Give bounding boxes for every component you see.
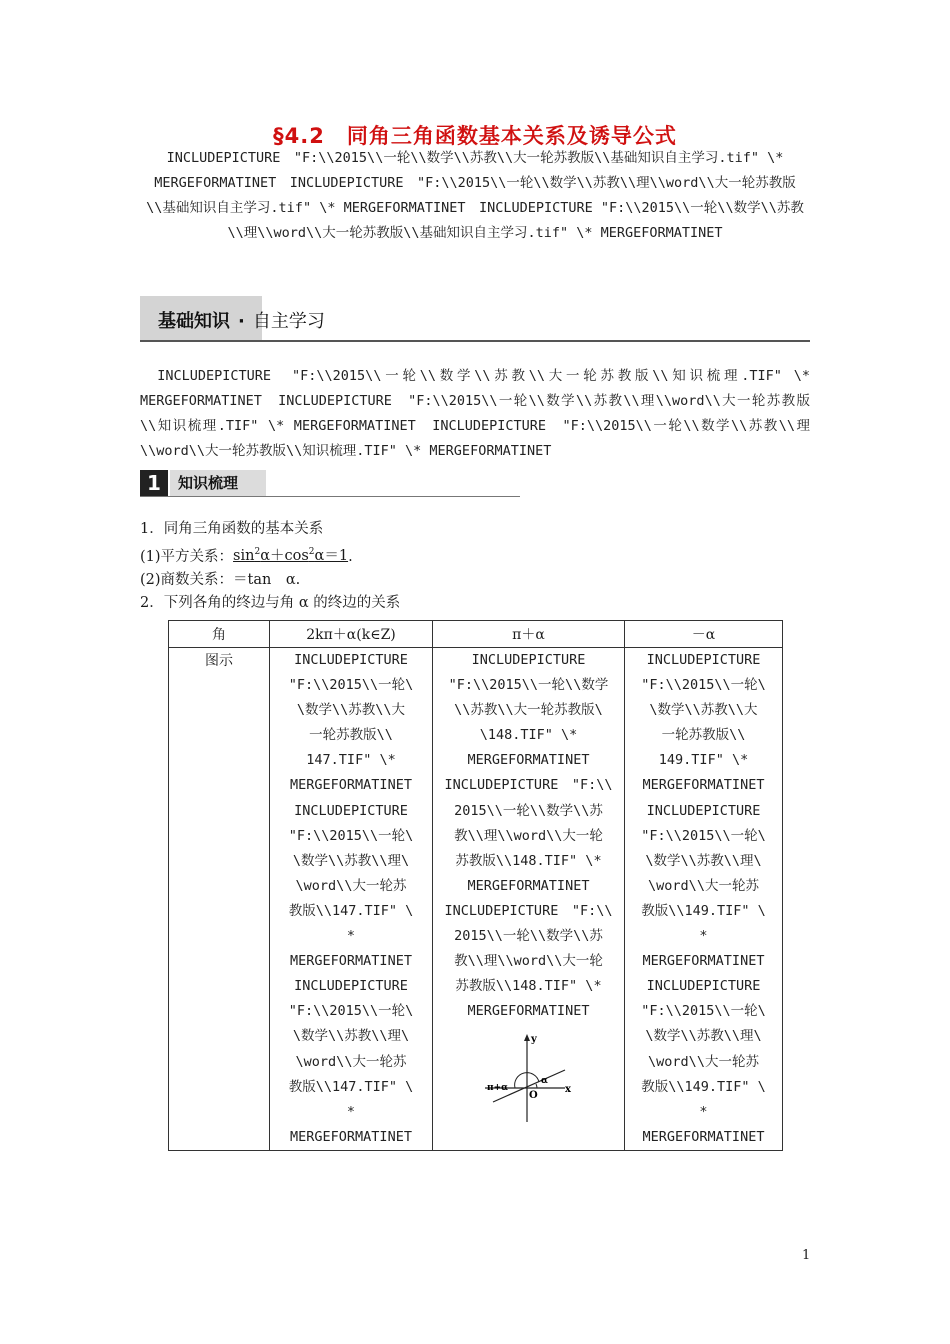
line-3: (2)商数关系：＝tan α. — [140, 571, 301, 588]
line-1: 1．同角三角函数的基本关系 — [140, 521, 324, 537]
page-number: 1 — [802, 1248, 811, 1263]
header-angle: 角 — [169, 621, 270, 648]
fig-angle-label: α — [540, 1076, 548, 1087]
field-code-text-2: INCLUDEPICTURE "F:\\2015\\一轮\\数学\\苏教\\大一轮苏教版\\知识梳理.TIF" \* MERGEFORMATINET INCLUDEPICTURE "F:\\2015\\一轮\\数学\\苏教\\理\\word\\大一轮苏教版\\知识梳理.TIF" \* MERGEFORMATINET INCLUDEPICTURE "F:\\2015\\一轮\\数学\\苏教\\理\\word\\大一轮苏教版\\知识梳理.TIF" \* MERGEFORMATINET — [140, 368, 810, 459]
page-title: §4.2 同角三角函数基本关系及诱导公式 — [273, 124, 677, 148]
banner-text — [158, 307, 325, 333]
subsection-label: 知识梳理 — [170, 470, 266, 496]
fig-y-label: y — [530, 1034, 537, 1046]
body-text — [140, 518, 400, 616]
cell-147 — [270, 648, 433, 1151]
mid-text: α＋cos — [260, 548, 309, 565]
field-code-text: INCLUDEPICTURE "F:\\2015\\一轮\\数学\\苏教\\大一轮苏教版\\基础知识自主学习.tif" \* MERGEFORMATINET INCLUDEPICTURE "F:\\2015\\一轮\\数学\\苏教\\理\\word\\大一轮苏教版\\基础知识自主学习.tif" \* MERGEFORMATINET INCLUDEPICTURE "F:\\2015\\一轮\\数学\\苏教\\理\\word\\大一轮苏教版\\基础知识自主学习.tif" \* MERGEFORMATINET — [146, 150, 804, 241]
sup-2: 2 — [308, 547, 315, 558]
line-2 — [140, 542, 400, 569]
header-pi-plus: π＋α — [433, 621, 625, 648]
section-banner — [140, 296, 810, 342]
cell-148 — [433, 648, 625, 1151]
header-2kpi: 2kπ＋α(k∈Z) — [270, 621, 433, 648]
unit-circle-figure — [479, 1032, 579, 1124]
cell-149 — [625, 648, 783, 1151]
header-minus: －α — [625, 621, 783, 648]
cell-147-text: INCLUDEPICTURE "F:\\2015\\一轮\ \数学\\苏教\\大 一轮苏教版\\ 147.TIF" \* MERGEFORMATINET INCLUDEPICTURE "F:\\2015\\一轮\ \数学\\苏教\\理\ \word\\大一轮苏 教版\\147.TIF" \ * MERGEFORMATINET INCLUDEPICTURE "F:\\2015\\一轮\ \数学\\苏教\\理\ \word\\大一轮苏 教版\\147.TIF" \ * MERGEFORMATINET — [288, 652, 414, 1145]
line-2-prefix: (1)平方关系： — [140, 548, 234, 565]
fig-x-label: x — [564, 1084, 571, 1096]
sin-text: sin — [233, 548, 255, 565]
fig-origin-label: O — [528, 1090, 538, 1102]
banner-dot: · — [238, 311, 245, 332]
sup-1: 2 — [254, 547, 261, 558]
fig-pi-plus-label: π+α — [486, 1083, 508, 1094]
banner-rest: 自主学习 — [252, 311, 325, 332]
line-4: 2．下列各角的终边与角 α 的终边的关系 — [140, 595, 401, 612]
banner-bold: 基础知识 — [158, 311, 230, 332]
line-2-period: . — [348, 548, 353, 565]
end-text: α＝1 — [314, 548, 349, 565]
angle-relation-table — [168, 620, 783, 1151]
square-relation — [233, 548, 348, 564]
subsection-number: 1 — [140, 470, 168, 496]
cell-148-text: INCLUDEPICTURE "F:\\2015\\一轮\\数学 \\苏教\\大一轮苏教版\ \148.TIF" \* MERGEFORMATINET INCLUDEPICTURE "F:\\ 2015\\一轮\\数学\\苏 教\\理\\word\\大一轮 苏教版\\148.TIF" \* MERGEFORMATINET INCLUDEPICTURE "F:\\ 2015\\一轮\\数学\\苏 教\\理\\word\\大一轮 苏教版\\148.TIF" \* MERGEFORMATINET — [444, 652, 613, 1020]
row-label: 图示 — [169, 648, 270, 1151]
subsection-heading — [140, 470, 520, 497]
cell-149-text: INCLUDEPICTURE "F:\\2015\\一轮\ \数学\\苏教\\大 一轮苏教版\\ 149.TIF" \* MERGEFORMATINET INCLUDEPICTURE "F:\\2015\\一轮\ \数学\\苏教\\理\ \word\\大一轮苏 教版\\149.TIF" \ * MERGEFORMATINET INCLUDEPICTURE "F:\\2015\\一轮\ \数学\\苏教\\理\ \word\\大一轮苏 教版\\149.TIF" \ * MERGEFORMATINET — [641, 652, 766, 1145]
